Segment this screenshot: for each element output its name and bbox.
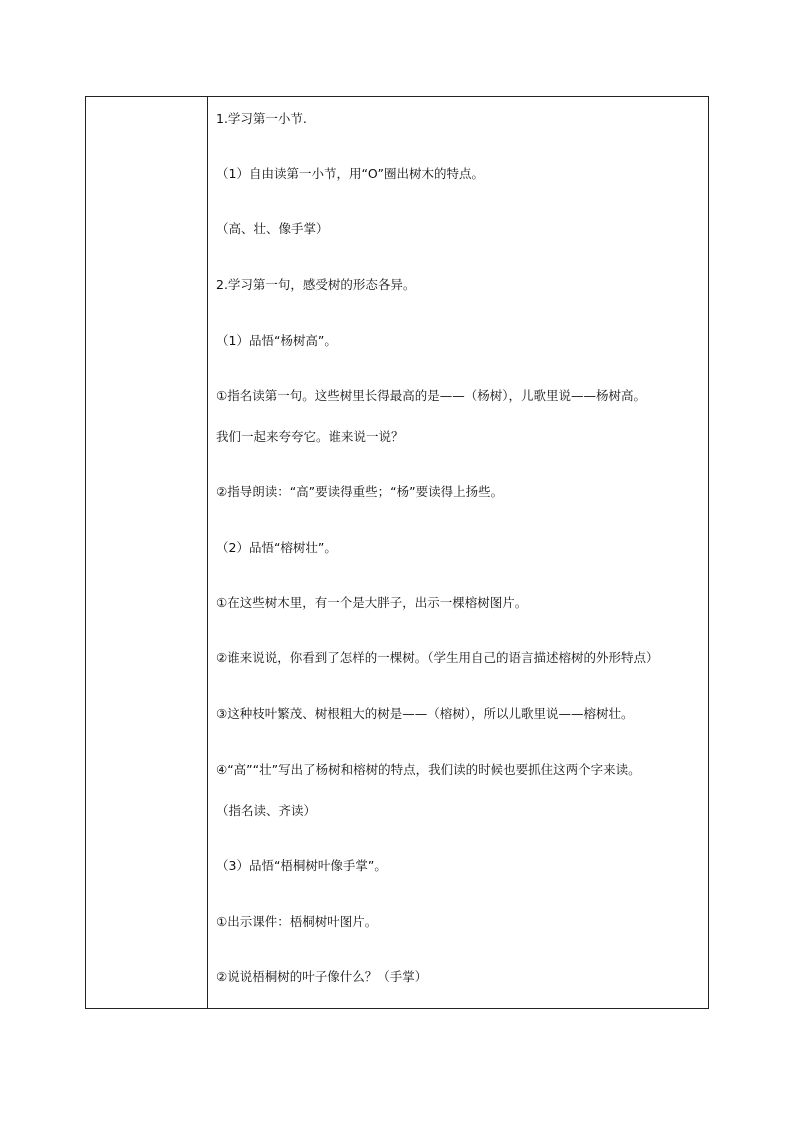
paragraph-line: ①指名读第一句。这些树里长得最高的是——（杨树），儿歌里说——杨树高。 <box>216 388 646 403</box>
step-1-1: （1）自由读第一小节，用“O”圈出树木的特点。 <box>216 166 485 181</box>
paragraph-line: ③这种枝叶繁茂、树根粗大的树是——（榕树），所以儿歌里说——榕树壮。 <box>216 706 634 721</box>
paragraph-line: 我们一起来夸夸它。谁来说一说？ <box>216 429 404 444</box>
step-2-2: （2）品悟“榕树壮”。 <box>216 540 337 555</box>
answer-note-1: （高、壮、像手掌） <box>216 221 329 236</box>
lesson-content <box>208 97 708 1008</box>
step-2-3: （3）品悟“梧桐树叶像手掌”。 <box>216 858 387 873</box>
section-heading-2: 2.学习第一句，感受树的形态各异。 <box>216 277 416 292</box>
paragraph-line: ①出示课件：梧桐树叶图片。 <box>216 914 378 929</box>
paragraph-line: （指名读、齐读） <box>216 803 317 818</box>
table-row <box>86 97 709 1009</box>
left-cell <box>86 97 208 1009</box>
paragraph-line: ①在这些树木里，有一个是大胖子，出示一棵榕树图片。 <box>216 595 528 610</box>
paragraph-line: ②指导朗读：“高”要读得重些；“杨”要读得上扬些。 <box>216 484 504 499</box>
lesson-table <box>85 96 709 1009</box>
section-heading-1: 1.学习第一小节. <box>216 111 307 126</box>
paragraph-line: ④“高”“壮”写出了杨树和榕树的特点，我们读的时候也要抓住这两个字来读。 <box>216 762 641 777</box>
paragraph-line: ②说说梧桐树的叶子像什么？（手掌） <box>216 969 428 984</box>
step-2-1: （1）品悟“杨树高”。 <box>216 333 337 348</box>
lesson-content-cell <box>208 97 709 1009</box>
paragraph-line: ②谁来说说，你看到了怎样的一棵树。（学生用自己的语言描述榕树的外形特点） <box>216 650 659 665</box>
